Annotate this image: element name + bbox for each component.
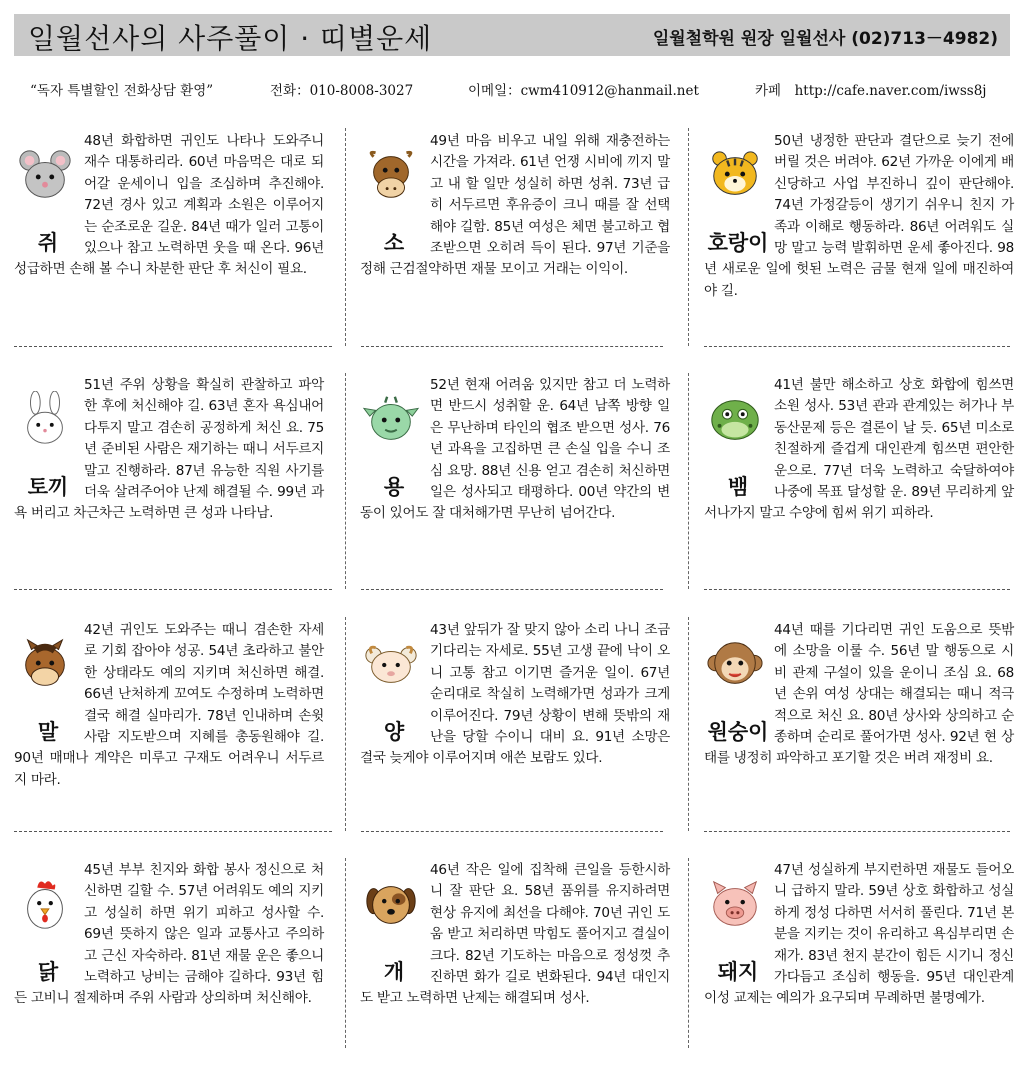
divider: [361, 346, 663, 347]
email-text: 이메일：cwm410912@hanmail.net: [468, 83, 699, 99]
fortune-text: 44년 때를 기다리면 귀인 도움으로 뜻밖에 소망을 이룰 수. 56년 말 행동으로 시비 관제 구설이 있을 운이니 조심 요. 68년 손위 여성 상대는 해결되는 때니 적극적으로 처신 요. 80년 상사와 상의하고 순종하며 순리로 풀어가면 성사. 92년 현 상태를 냉정히 파악하고 포기할 것은 버려 재정비 요.: [704, 622, 1014, 767]
sign-label: 소: [383, 231, 405, 255]
sign-cell-dog: [360, 860, 672, 1075]
fortune-text: 48년 화합하면 귀인도 나타나 도와주니 재수 대통하리라. 60년 마음먹은 대로 되어갈 운세이니 입을 조심하며 추진해야. 72년 경사 있고 계획과 소원은 이루어지는 순조로운 길운. 84년 때가 일러 고통이 있으나 참고 노력하면 웃을 때 온다. 96년 성급하면 손해 볼 수니 차분한 판단 후 처신이 필요.: [14, 133, 324, 278]
promo-text: “독자 특별할인 전화상담 환영”: [30, 83, 214, 99]
column-divider: [345, 858, 346, 1048]
sign-cell-snake: [704, 375, 1016, 590]
fortune-text: 50년 냉정한 판단과 결단으로 늦기 전에 버릴 것은 버려야. 62년 가까운 이에게 배신당하고 사업 부진하니 깊이 판단해야. 74년 가정갈등이 생기기 쉬우니 친지 가족과 이해로 행동하라. 86년 어려워도 실망 말고 능력 발휘하면 운세 좋아진다. 98년 새로운 일에 헛된 노력은 금물 현재 일에 매진하여야 길.: [704, 133, 1014, 299]
column-divider: [345, 128, 346, 346]
sign-cell-rooster: [14, 860, 326, 1075]
divider: [14, 589, 332, 590]
fortune-text: 47년 성실하게 부지런하면 재물도 들어오니 급하지 말라. 59년 상호 화합하고 성실하게 정성 다하면 서서히 풀린다. 71년 본분을 지키는 것이 유리하고 욕심부리면 손재가. 83년 천지 분간이 힘든 시기니 정신 가다듬고 조심히 행동을. 95년 대인관계 이성 교제는 예의가 요구되며 무례하면 불명예가.: [704, 862, 1014, 1007]
column-divider: [688, 617, 689, 831]
divider: [704, 346, 1010, 347]
author-contact: 일월철학원 원장 일월선사 (02)713－4982): [652, 29, 998, 49]
phone-text: 전화：010-8008-3027: [270, 83, 414, 99]
fortune-text: 49년 마음 비우고 내일 위해 재충전하는 시간을 가져라. 61년 언쟁 시비에 끼지 말고 내 할 일만 성실히 하면 성취. 73년 급히 서두르면 후유증이 크니 때를 잘 선택해야 길함. 85년 여성은 체면 불고하고 협조받으면 오히려 득이 된다. 97년 기준을 정해 근검절약하면 재물 모이고 거래는 이익이.: [360, 133, 670, 278]
cafe-link[interactable]: 카페 http://cafe.naver.com/iwss8j: [755, 83, 987, 99]
sign-cell-sheep: [360, 620, 672, 835]
column-divider: [345, 373, 346, 589]
divider: [704, 589, 1010, 590]
sign-cell-rat: [14, 131, 326, 346]
column-divider: [688, 373, 689, 589]
sign-cell-tiger: [704, 131, 1016, 346]
sign-label: 쥐: [37, 231, 59, 255]
fortune-text: 43년 앞뒤가 잘 맞지 않아 소리 나니 조금 기다리는 자세로. 55년 고생 끝에 낙이 오니 고통 참고 이기면 즐거운 일이. 67년 순리대로 착실히 노력해가면 성과가 크게 이루어진다. 79년 상황이 변해 뜻밖의 재난을 당할 수이니 대비 요. 91년 소망은 결국 늦게야 이루어지며 애쓴 보람도 있다.: [360, 622, 670, 767]
sign-cell-horse: [14, 620, 326, 835]
divider: [361, 831, 663, 832]
fortune-text: 41년 불만 해소하고 상호 화합에 힘쓰면 소원 성사. 53년 관과 관계있는 허가나 부동산문제 등은 결론이 날 듯. 65년 미소로 친절하게 즐겁게 대인관계 힘쓰면 편안한 운으로. 77년 더욱 노력하고 숙달하여야 나중에 목표 달성할 운. 89년 무리하게 앞서나가지 말고 수양에 힘써 위기 피하라.: [704, 377, 1014, 522]
sign-label: 뱀: [727, 475, 749, 499]
header-banner: [14, 14, 1010, 56]
sign-cell-ox: [360, 131, 672, 346]
fortune-text: 51년 주위 상황을 확실히 관찰하고 파악한 후에 처신해야 길. 63년 혼자 욕심내어 다투지 말고 겸손히 공정하게 처신 요. 75년 준비된 사람은 재기하는 때니 서두르지 말고 진행하라. 87년 유능한 직원 사기를 더욱 살려주어야 난제 해결될 수. 99년 과욕 버리고 차근차근 노력하면 큰 성과 나타남.: [14, 377, 324, 522]
fortune-text: 52년 현재 어려움 있지만 참고 더 노력하면 반드시 성취할 운. 64년 남쪽 방향 일은 무난하며 타인의 협조 받으면 성사. 76년 과욕을 고집하면 큰 손실 입을 수니 조심 요망. 88년 신용 얻고 겸손히 처신하면 일은 성사되고 태평하다. 00년 약간의 변동이 있어도 잘 대처해가면 무난히 넘어간다.: [360, 377, 670, 522]
fortune-text: 42년 귀인도 도와주는 때니 겸손한 자세로 기회 잡아야 성공. 54년 초라하고 불안한 상태라도 예의 지키며 처신하면 해결. 66년 난처하게 꼬여도 수정하며 노력하면 결국 해결 실마리가. 78년 인내하며 손윗사람 지도받으며 지혜를 총동원해야 길. 90년 매매나 계약은 미루고 구재도 어려우니 서두르지 마라.: [14, 622, 324, 788]
fortune-text: 45년 부부 친지와 화합 봉사 정신으로 처신하면 길할 수. 57년 어려워도 예의 지키고 성실히 하면 위기 피하고 성사할 수. 69년 뜻하지 않은 일과 교통사고 주의하고 근신 자숙하라. 81년 재물 운은 좋으니 노력하고 낭비는 금해야 길하다. 93년 힘든 고비니 절제하며 주위 사람과 상의하며 처신해야.: [14, 862, 324, 1007]
sign-cell-monkey: [704, 620, 1016, 835]
fortune-text: 46년 작은 일에 집착해 큰일을 등한시하니 잘 판단 요. 58년 품위를 유지하려면 현상 유지에 최선을 다해야. 70년 귀인 도움 받고 처리하면 막힘도 풀어지고 결실이 크다. 82년 기도하는 마음으로 정성껏 추진하면 화가 길로 변화된다. 94년 대인지도 받고 노력하면 난제는 해결되며 성사.: [360, 862, 670, 1007]
divider: [14, 346, 332, 347]
sign-cell-rabbit: [14, 375, 326, 590]
divider: [704, 831, 1010, 832]
column-divider: [688, 128, 689, 346]
sign-label: 용: [383, 475, 405, 499]
sign-cell-dragon: [360, 375, 672, 590]
column-divider: [688, 858, 689, 1048]
sign-label: 원숭이: [707, 720, 769, 744]
sign-label: 양: [383, 720, 405, 744]
divider: [361, 589, 663, 590]
page-title: 일월선사의 사주풀이 · 띠별운세: [28, 22, 433, 55]
sign-label: 돼지: [717, 960, 759, 984]
sign-label: 말: [37, 720, 59, 744]
sign-label: 닭: [37, 960, 59, 984]
divider: [14, 831, 332, 832]
sign-label: 토끼: [27, 475, 69, 499]
column-divider: [345, 617, 346, 831]
sign-label: 개: [383, 960, 405, 984]
sign-cell-pig: [704, 860, 1016, 1075]
sign-label: 호랑이: [707, 231, 769, 255]
